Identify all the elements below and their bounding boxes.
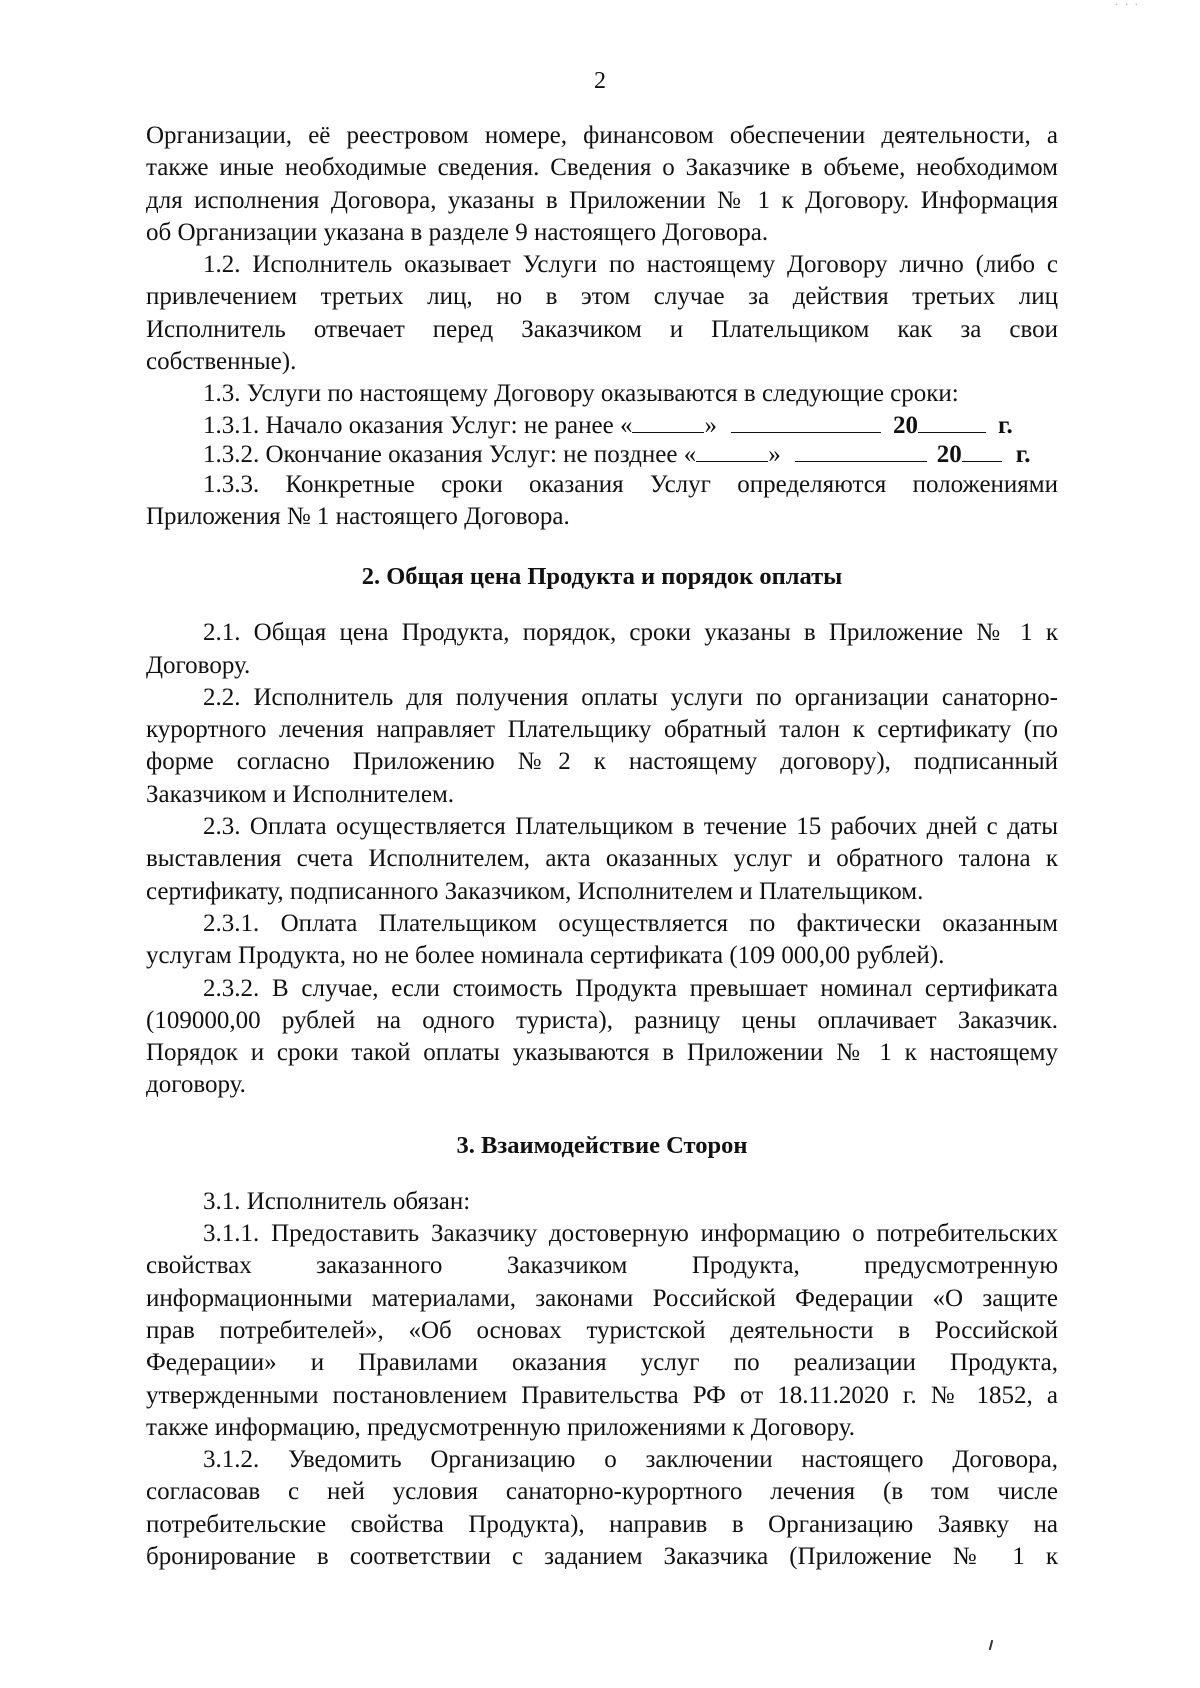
text-line: для исполнения Договора, указаны в Приложении № 1 к Договору. Информация [146,186,1058,214]
paragraph-1-3-3 [146,469,1058,534]
text-line: бронирование в соответствии с заданием Заказчика (Приложение № 1 к [146,1542,1058,1570]
text-line: 2.3.1. Оплата Плательщиком осуществляется по фактически оказанным [203,909,1058,937]
page-number: 2 [594,68,606,94]
paragraph-2-2 [146,682,1058,811]
text-line: выставления счета Исполнителем, акта оказанных услуг и обратного талона к [146,845,1058,873]
text-line: Порядок и сроки такой оплаты указываются в Приложении № 1 к настоящему [146,1039,1058,1067]
text-line: Договору. [146,651,251,679]
text-line: 3.1. Исполнитель обязан: [203,1187,471,1215]
paragraph-2-3 [146,811,1058,908]
text-line: Приложения № 1 настоящего Договора. [146,502,570,530]
close-quote: » [768,440,781,468]
start-year-prefix: 20 [892,411,918,439]
end-month-blank [795,460,927,462]
end-year-blank [962,460,1002,462]
text-line: собственные). [146,348,297,376]
text-line: согласовав с ней условия санаторно-курортного лечения (в том числе [146,1478,1058,1506]
start-month-blank [731,431,881,433]
scan-artifact: · · · [1115,0,1140,11]
text-line: Федерации» и Правилами оказания услуг по реализации Продукта, [146,1349,1058,1377]
text-line: утвержденными постановлением Правительства РФ от 18.11.2020 г. № 1852, а [146,1381,1058,1409]
text-line: 1.2. Исполнитель оказывает Услуги по настоящему Договору лично (либо с [203,251,1058,279]
text-line: свойствах заказанного Заказчиком Продукта, предусмотренную [146,1252,1058,1280]
paragraph-1-1-continuation [146,120,1058,249]
paragraph-1-3-1 [146,411,1058,440]
text-line: договору. [146,1071,246,1099]
text-line: сертификату, подписанного Заказчиком, Исполнителем и Плательщиком. [146,877,924,905]
text-line: привлечением третьих лиц, но в этом случае за действия третьих лиц [146,283,1058,311]
text-line: (109000,00 рублей на одного туриста), разницу цены оплачивает Заказчик. [146,1006,1058,1034]
start-year-suffix: г. [997,411,1013,439]
paragraph-2-1 [146,617,1058,682]
text-line: Исполнитель отвечает перед Заказчиком и Плательщиком как за свои [146,315,1058,343]
text-line: об Организации указана в разделе 9 настоящего Договора. [146,218,769,246]
start-day-blank [632,431,704,433]
text-line: также информацию, предусмотренную приложениями к Договору. [146,1413,855,1441]
text-line: услугам Продукта, но не более номинала сертификата (109 000,00 рублей). [146,942,945,970]
paragraph-3-1 [146,1186,1058,1218]
paragraph-1-2 [146,249,1058,378]
close-quote: » [704,411,717,439]
paragraph-1-3-2 [146,440,1058,469]
section-3-heading: 3. Взаимодействие Сторон [456,1131,748,1159]
text-line: 2.3.2. В случае, если стоимость Продукта превышает номинал сертификата [203,974,1058,1002]
end-year-suffix: г. [1015,440,1031,468]
text-line: 3.1.2. Уведомить Организацию о заключении настоящего Договора, [203,1446,1058,1474]
text-line: 1.3. Услуги по настоящему Договору оказываются в следующие сроки: [203,380,959,408]
text-line: 2.3. Оплата осуществляется Плательщиком в течение 15 рабочих дней с даты [203,813,1058,841]
scan-mark-tick [989,1640,994,1650]
end-date-label: 1.3.2. Окончание оказания Услуг: не позднее « [203,440,697,468]
paragraph-3-1-2 [146,1444,1058,1573]
start-year-blank [918,431,986,433]
text-line: Заказчиком и Исполнителем. [146,780,455,808]
text-line: прав потребителей», «Об основах туристской деятельности в Российской [146,1316,1058,1344]
paragraph-3-1-1 [146,1218,1058,1444]
text-line: информационными материалами, законами Российской Федерации «О защите [146,1284,1058,1312]
start-date-label: 1.3.1. Начало оказания Услуг: не ранее « [203,411,633,439]
text-line: также иные необходимые сведения. Сведения о Заказчике в объеме, необходимом [146,154,1058,182]
paragraph-1-3 [146,378,1058,410]
text-line: 3.1.1. Предоставить Заказчику достоверную информацию о потребительских [203,1220,1058,1248]
section-2-heading: 2. Общая цена Продукта и порядок оплаты [361,563,843,591]
text-line: потребительские свойства Продукта), направив в Организацию Заявку на [146,1510,1058,1538]
text-line: Организации, её реестровом номере, финансовом обеспечении деятельности, а [146,122,1058,149]
paragraph-2-3-2 [146,973,1058,1102]
text-line: форме согласно Приложению №2 к настоящему договору), подписанный [146,748,1058,776]
text-line: курортного лечения направляет Плательщику обратный талон к сертификату (по [146,716,1058,744]
end-year-prefix: 20 [936,440,962,468]
text-line: 1.3.3. Конкретные сроки оказания Услуг определяются положениями [203,470,1058,498]
text-line: 2.2. Исполнитель для получения оплаты услуги по организации санаторно- [203,683,1058,711]
end-day-blank [696,460,768,462]
document-body [146,120,1058,1573]
text-line: 2.1. Общая цена Продукта, порядок, сроки указаны в Приложение № 1 к [203,619,1058,647]
paragraph-2-3-1 [146,908,1058,973]
